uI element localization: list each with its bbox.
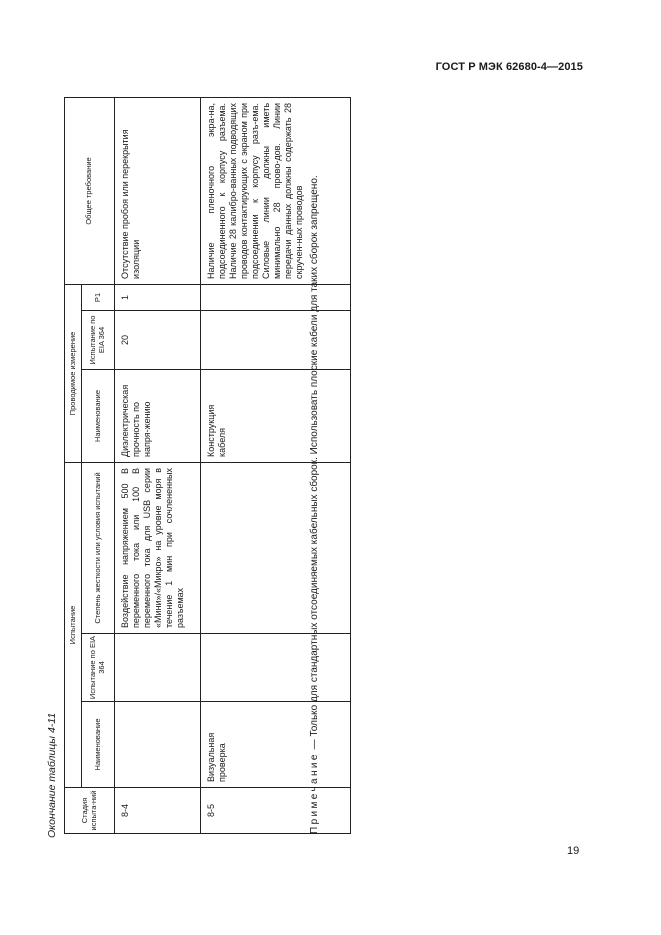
page-number: 19 [567, 845, 580, 857]
header-requirement: Общее требование [65, 97, 115, 284]
table-row [115, 97, 201, 833]
cell-measure-name: Диэлектрическая прочность по напря-жению [115, 369, 201, 462]
header-measure-group: Проводимое измерение [65, 284, 82, 462]
cell-stage: 8-5 [201, 788, 351, 834]
header-test-name: Наименование [82, 702, 115, 788]
cell-test-name [115, 702, 201, 788]
table-caption: Окончание таблицы 4-11 [46, 712, 58, 838]
cell-test-name: Визуальная проверка [201, 702, 351, 788]
document-header: ГОСТ Р МЭК 62680-4—2015 [435, 61, 583, 73]
cell-stage: 8-4 [115, 788, 201, 834]
cell-measure-name: Конструкция кабеля [201, 369, 351, 462]
header-stage: Стадия испыта-ний [65, 788, 115, 834]
header-measure-name: Наименование [82, 369, 115, 462]
cell-test-eia [115, 634, 201, 702]
cell-severity: Воздействие напряжением 500 В переменного тока или 100 В переменного тока для USB серии «Мини»/«Микро» на уровне моря в течение 1 мин при сочлененных разъемах [115, 462, 201, 633]
header-test-eia: Испытание по EIA 364 [82, 634, 115, 702]
header-measure-eia: Испытание по EIA 364 [82, 310, 115, 369]
cell-severity [201, 462, 351, 633]
cell-p [201, 284, 351, 310]
cell-requirement: Наличие пленочного экра-на, подсоединенного к корпусу разъема. Наличие 28 калибро-ванных подводящих проводов контактирующих с экраном при подсоединении к корпусу разъ-ема. Силовые линии должны иметь минимально 28 прово-дов. Линии передачи данных должны содержать 28 скручен-ных проводов [201, 97, 351, 284]
note-text: — Только для стандартных отсоединяемых кабельных сборок. Использовать плоские кабели для таких сборок запрещено. [309, 175, 320, 753]
cell-measure-eia [201, 310, 351, 369]
cell-measure-eia: 20 [115, 310, 201, 369]
note-label: Примечание [309, 752, 320, 834]
header-test-group: Испытание [65, 462, 82, 787]
header-test-severity: Степень жесткости или условия испытаний [82, 462, 115, 633]
requirements-table [64, 97, 351, 834]
cell-p: 1 [115, 284, 201, 310]
rotated-table-block [46, 98, 346, 838]
table-row [201, 97, 351, 833]
cell-test-eia [201, 634, 351, 702]
header-p: Р1 [82, 284, 115, 310]
cell-requirement: Отсутствие пробоя или перекрытия изоляции [115, 97, 201, 284]
table-note [309, 98, 320, 834]
